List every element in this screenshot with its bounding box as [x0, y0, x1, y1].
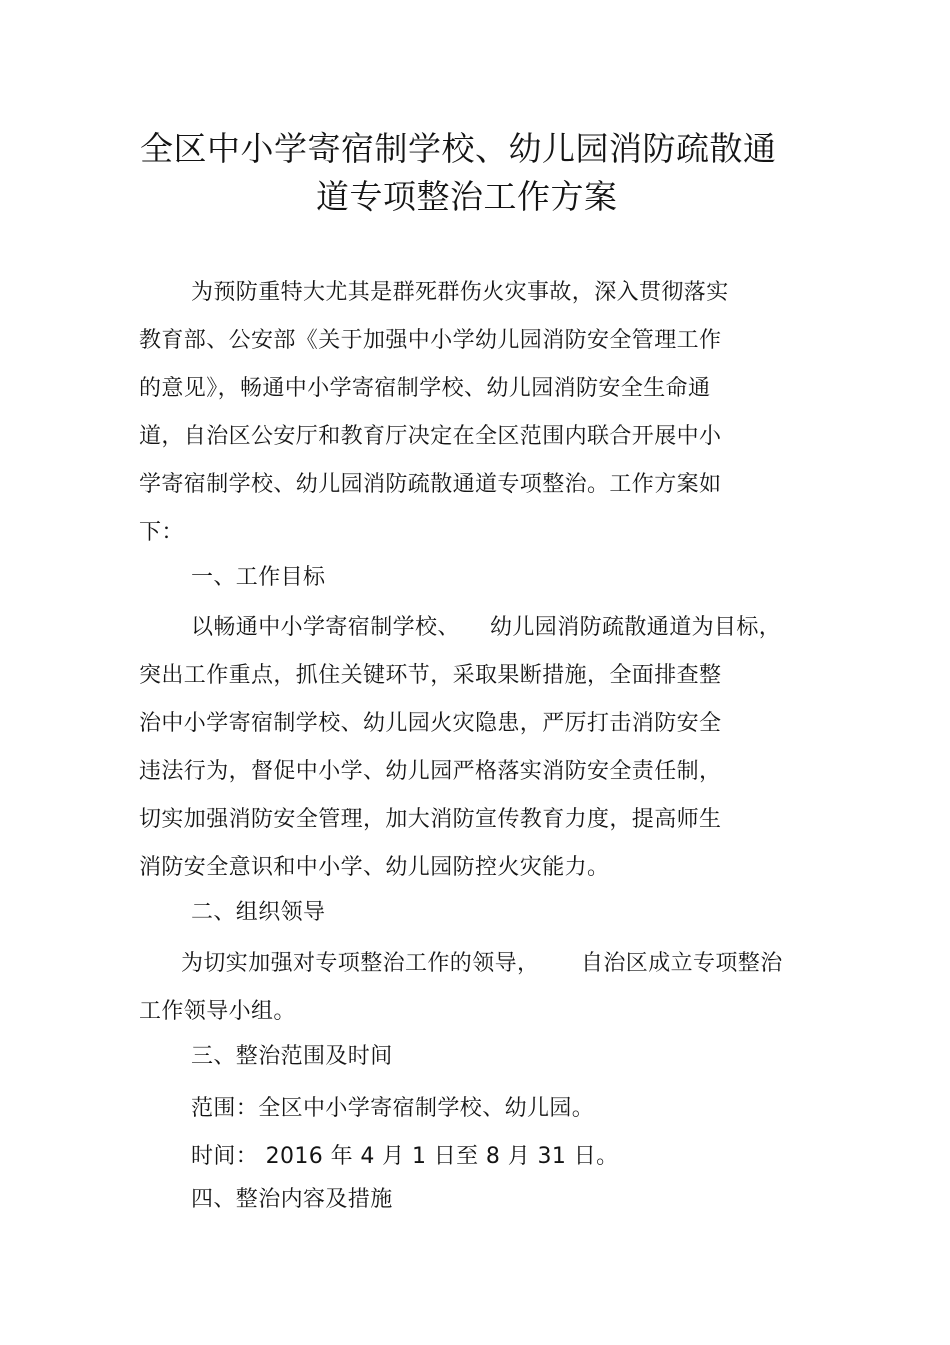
document-title-line-2: 道专项整治工作方案 [316, 177, 618, 216]
goals-line-6: 消防安全意识和中小学、幼儿园防控火灾能力。 [139, 855, 610, 880]
intro-line-3: 的意见》，畅通中小学寄宿制学校、幼儿园消防安全生命通 [139, 376, 711, 401]
goals-line-1b: 幼儿园消防疏散通道为目标， [490, 615, 782, 640]
goals-line-3: 治中小学寄宿制学校、幼儿园火灾隐患，严厉打击消防安全 [139, 711, 722, 736]
goals-line-5: 切实加强消防安全管理，加大消防宣传教育力度，提高师生 [139, 807, 722, 832]
organization-line-1a: 为切实加强对专项整治工作的领导， [181, 951, 540, 976]
intro-line-6: 下： [139, 520, 184, 545]
section-heading-organization: 二、组织领导 [191, 900, 326, 925]
section-heading-goals: 一、工作目标 [191, 565, 326, 590]
goals-line-1a: 以畅通中小学寄宿制学校、 [191, 615, 460, 640]
organization-line-1b: 自治区成立专项整治 [581, 951, 783, 976]
goals-line-2: 突出工作重点，抓住关键环节，采取果断措施，全面排查整 [139, 663, 722, 688]
intro-line-5: 学寄宿制学校、幼儿园消防疏散通道专项整治。工作方案如 [139, 472, 722, 497]
section-heading-measures: 四、整治内容及措施 [191, 1187, 393, 1212]
intro-line-4: 道，自治区公安厅和教育厅决定在全区范围内联合开展中小 [139, 424, 722, 449]
organization-line-2: 工作领导小组。 [139, 999, 296, 1024]
goals-line-4: 违法行为，督促中小学、幼儿园严格落实消防安全责任制， [139, 759, 722, 784]
scope-range-line: 范围：全区中小学寄宿制学校、幼儿园。 [191, 1096, 595, 1121]
section-heading-scope: 三、整治范围及时间 [191, 1044, 393, 1069]
document-title-line-1: 全区中小学寄宿制学校、幼儿园消防疏散通 [140, 129, 777, 168]
scope-time-line: 时间： 2016 年 4 月 1 日至 8 月 31 日。 [191, 1144, 619, 1169]
intro-line-2: 教育部、公安部《关于加强中小学幼儿园消防安全管理工作 [139, 328, 722, 353]
intro-line-1: 为预防重特大尤其是群死群伤火灾事故，深入贯彻落实 [191, 280, 729, 305]
